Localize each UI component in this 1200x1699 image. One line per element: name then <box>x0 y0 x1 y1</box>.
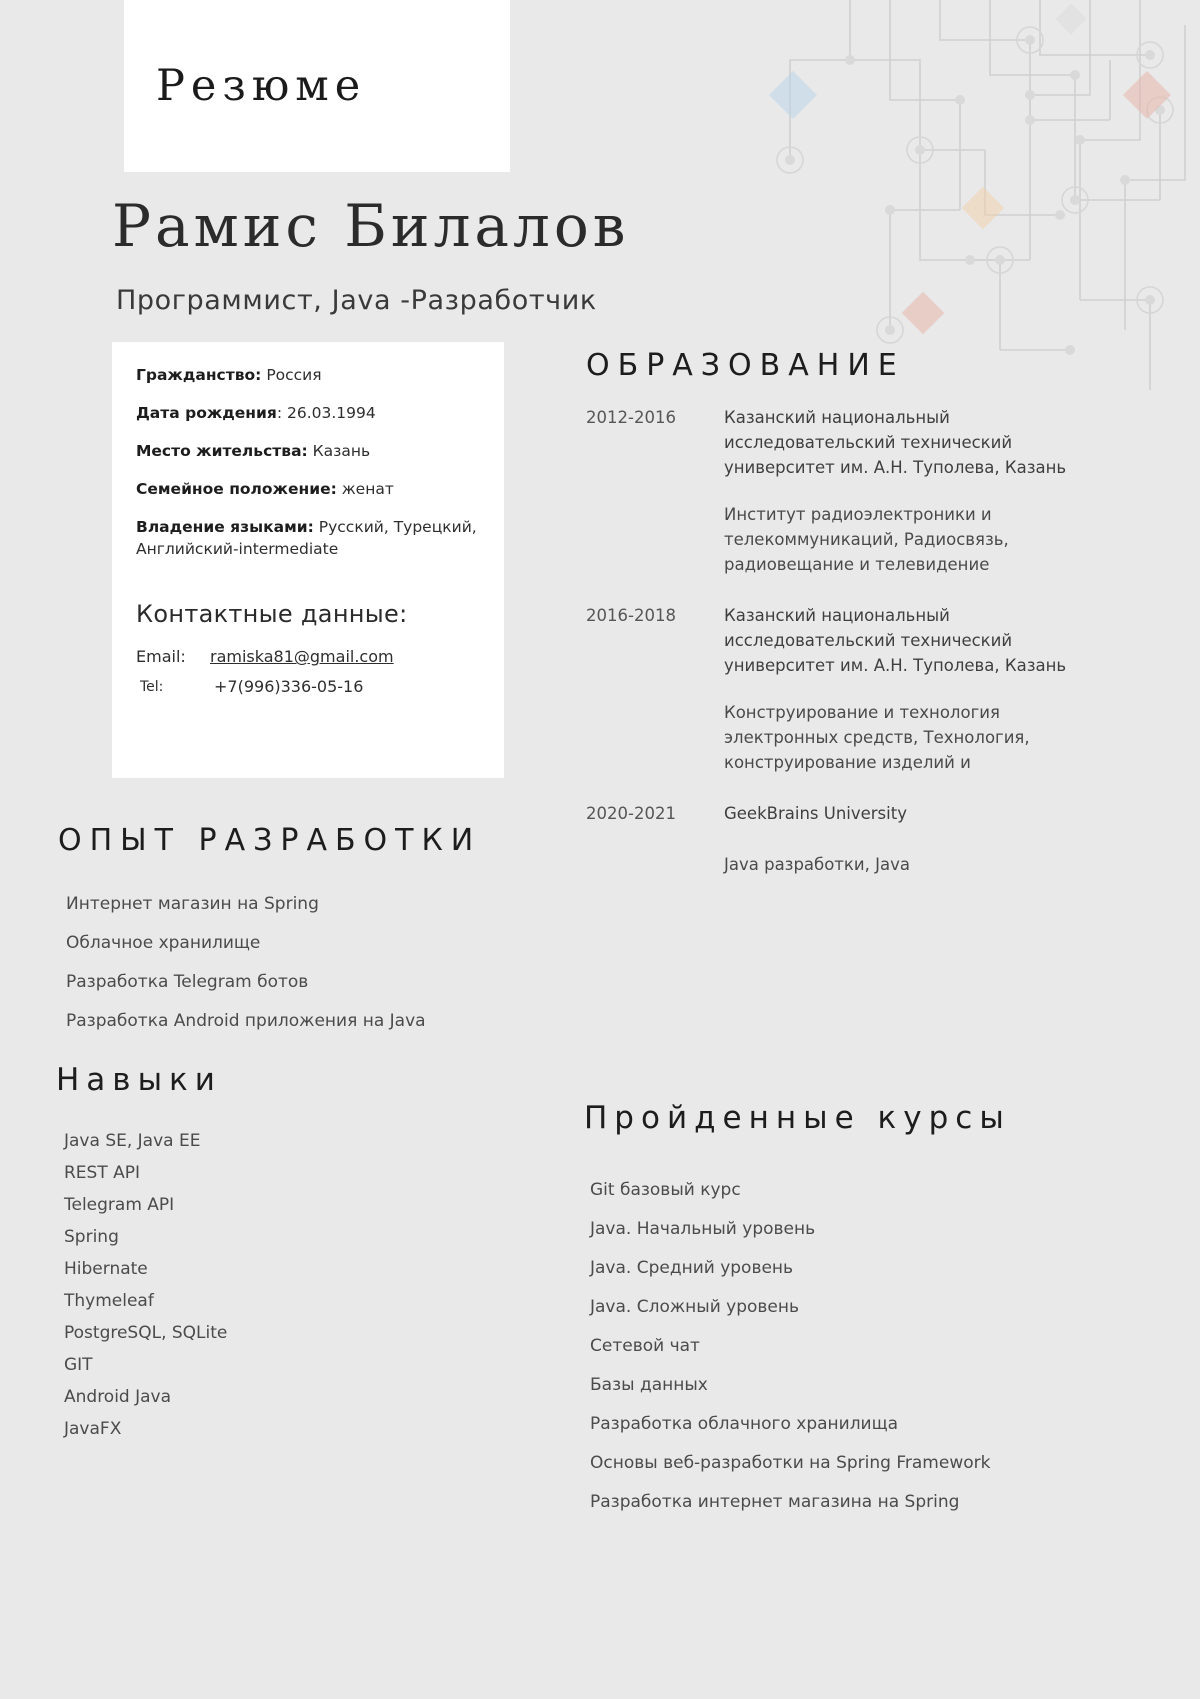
list-item: Hibernate <box>64 1259 148 1279</box>
info-value-birthdate: : 26.03.1994 <box>276 404 376 422</box>
list-item: Git базовый курс <box>590 1180 741 1200</box>
info-value-residence: Казань <box>312 442 371 460</box>
education-entry <box>586 603 1086 775</box>
list-item: GIT <box>64 1355 93 1375</box>
resume-label: Резюме <box>156 61 367 111</box>
courses-heading: Пройденные курсы <box>584 1100 1011 1136</box>
contact-tel-value[interactable]: +7(996)336-05-16 <box>214 677 364 696</box>
info-value-citizenship: Россия <box>266 366 322 384</box>
list-item: Разработка Android приложения на Java <box>66 1011 426 1031</box>
education-heading: ОБРАЗОВАНИЕ <box>586 348 905 383</box>
education-school: GeekBrains University <box>724 804 907 823</box>
education-entry <box>586 801 1086 877</box>
education-list <box>586 405 1086 903</box>
contacts-heading: Контактные данные: <box>136 600 408 628</box>
list-item: Разработка Telegram ботов <box>66 972 309 992</box>
info-row-birthdate <box>136 402 480 424</box>
contact-email-row <box>136 642 480 672</box>
info-row-marital-status <box>136 478 480 500</box>
personal-info-card <box>112 342 504 778</box>
contact-tel-label: Tel: <box>140 679 164 695</box>
list-item: Java SE, Java EE <box>64 1131 201 1151</box>
list-item: Сетевой чат <box>590 1336 700 1356</box>
info-label-languages: Владение языками: <box>136 518 314 536</box>
candidate-name: Рамис Билалов <box>112 192 630 260</box>
list-item: Разработка облачного хранилища <box>590 1414 899 1434</box>
skills-list <box>64 1125 464 1445</box>
list-item: Java. Начальный уровень <box>590 1219 816 1239</box>
contact-email-value[interactable]: ramiska81@gmail.com <box>210 647 394 666</box>
list-item: REST API <box>64 1163 141 1183</box>
list-item: Разработка интернет магазина на Spring <box>590 1492 960 1512</box>
education-field: Java разработки, Java <box>724 855 910 874</box>
resume-title-card <box>124 0 510 172</box>
info-row-languages <box>136 516 480 560</box>
list-item: Java. Средний уровень <box>590 1258 794 1278</box>
list-item: Интернет магазин на Spring <box>66 894 319 914</box>
skills-heading: Навыки <box>56 1062 222 1098</box>
info-row-residence <box>136 440 480 462</box>
education-school: Казанский национальный исследовательский технический университет им. А.Н. Туполева, Казань <box>724 606 1067 675</box>
courses-list <box>590 1178 1060 1529</box>
list-item: Telegram API <box>64 1195 175 1215</box>
list-item: Облачное хранилище <box>66 933 261 953</box>
education-years: 2020-2021 <box>586 804 676 823</box>
contact-tel-row <box>136 672 480 702</box>
experience-list <box>66 885 536 1041</box>
info-label-residence: Место жительства: <box>136 442 308 460</box>
education-field: Конструирование и технология электронных средств, Технология, конструирование изделий и <box>724 703 1030 772</box>
education-field: Институт радиоэлектроники и телекоммуникаций, Радиосвязь, радиовещание и телевидение <box>724 505 1009 574</box>
info-label-birthdate: Дата рождения <box>136 404 277 422</box>
list-item: Базы данных <box>590 1375 708 1395</box>
list-item: Основы веб-разработки на Spring Framework <box>590 1453 991 1473</box>
contact-email-label: Email: <box>136 647 186 666</box>
education-entry <box>586 405 1086 577</box>
list-item: Android Java <box>64 1387 172 1407</box>
candidate-job-title: Программист, Java -Разработчик <box>116 285 597 316</box>
info-row-citizenship <box>136 364 480 386</box>
info-label-citizenship: Гражданство: <box>136 366 262 384</box>
info-value-languages: Русский, Турецкий, Английский-intermediate <box>136 518 477 558</box>
list-item: Java. Сложный уровень <box>590 1297 800 1317</box>
list-item: Spring <box>64 1227 119 1247</box>
experience-heading: ОПЫТ РАЗРАБОТКИ <box>58 823 482 858</box>
list-item: Thymeleaf <box>64 1291 154 1311</box>
education-years: 2012-2016 <box>586 408 676 427</box>
list-item: JavaFX <box>64 1419 122 1439</box>
education-years: 2016-2018 <box>586 606 676 625</box>
info-value-marital-status: женат <box>341 480 394 498</box>
list-item: PostgreSQL, SQLite <box>64 1323 228 1343</box>
education-school: Казанский национальный исследовательский технический университет им. А.Н. Туполева, Казань <box>724 408 1067 477</box>
info-label-marital-status: Семейное положение: <box>136 480 337 498</box>
